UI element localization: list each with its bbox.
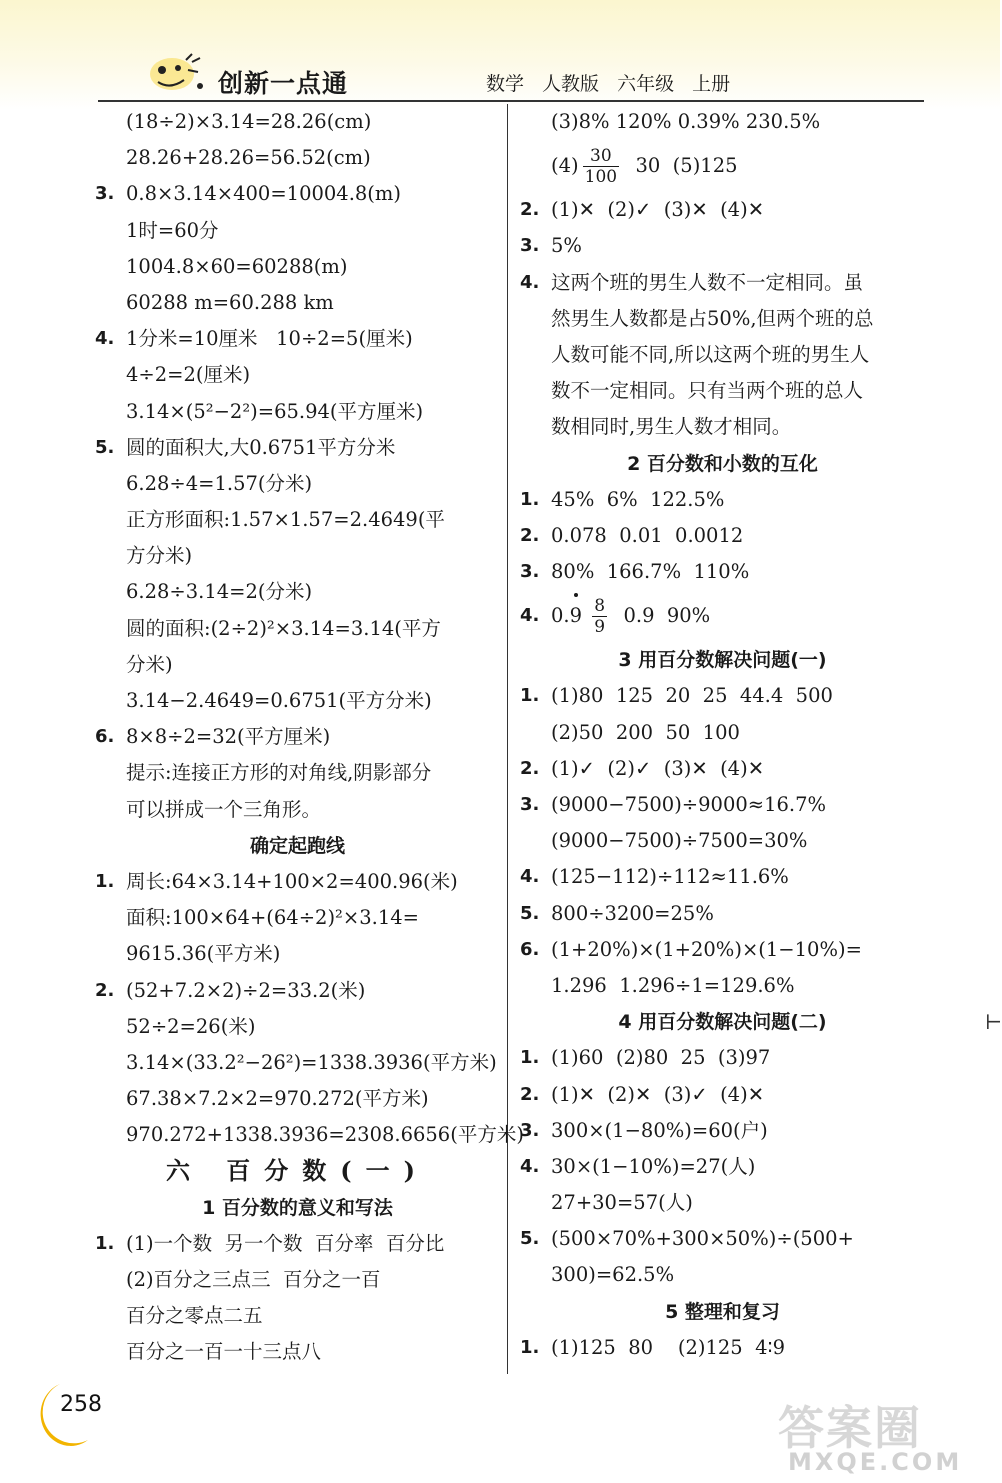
answer-line [520, 104, 925, 140]
book-title: 创新一点通 [218, 69, 349, 98]
answer-line [95, 755, 500, 791]
header-rule [98, 100, 924, 102]
answer-line [95, 285, 500, 321]
answer-text: 正方形面积:1.57×1.57=2.4649(平 [126, 508, 445, 532]
column-divider [507, 104, 508, 1374]
question-number: 6. [95, 726, 115, 748]
section-heading-review: 5 整理和复习 [665, 1300, 780, 1323]
answer-line [520, 482, 925, 518]
answer-line [520, 554, 925, 590]
answer-text: 分米) [126, 652, 173, 676]
answer-line [95, 321, 500, 357]
answer-text: 然男生人数都是占50%,但两个班的总 [551, 306, 874, 330]
answer-line [95, 1117, 524, 1153]
fraction-denominator: 9 [594, 617, 606, 638]
answer-line [520, 373, 925, 409]
answer-text: 67.38×7.2×2=970.272(平方米) [126, 1087, 429, 1111]
answer-text: 4÷2=2(厘米) [126, 363, 251, 387]
answer-line [520, 1221, 925, 1257]
answer-text: 30×(1−10%)=27(人) [551, 1154, 756, 1178]
answer-text: 0.9 90% [611, 604, 711, 628]
answer-text: 9615.36(平方米) [126, 942, 281, 966]
answer-line [95, 1045, 500, 1081]
book-meta: 数学 人教版 六年级 上册 [486, 73, 731, 95]
fraction-numerator: 8 [594, 596, 606, 617]
answer-text: 百分之零点二五 [126, 1304, 263, 1328]
answer-text: (1)✓ (2)✓ (3)✕ (4)✕ [551, 756, 765, 780]
answer-text: 80% 166.7% 110% [551, 560, 750, 584]
answer-text: 方分米) [126, 544, 193, 568]
answer-line [520, 1330, 925, 1366]
answer-line [95, 1009, 500, 1045]
answer-line [520, 301, 925, 337]
answer-line [520, 859, 925, 895]
question-number: 1. [95, 1232, 115, 1254]
answer-line [95, 538, 500, 574]
answer-line [520, 337, 925, 373]
left-column [95, 104, 524, 1371]
answer-text: 300×(1−80%)=60(户) [551, 1118, 768, 1142]
answer-text: 800÷3200=25% [551, 901, 714, 925]
answer-line [95, 213, 500, 249]
answer-text: 面积:100×64+(64÷2)²×3.14= [126, 906, 419, 930]
answer-line [95, 357, 500, 393]
answer-text: 提示:连接正方形的对角线,阴影部分 [126, 761, 432, 785]
question-number: 1. [520, 685, 540, 707]
fraction-denominator: 100 [584, 167, 618, 188]
question-number: 3. [95, 183, 115, 205]
answer-text: (1)一个数 另一个数 百分率 百分比 [126, 1231, 445, 1255]
answer-line [95, 1334, 500, 1370]
question-number: 4. [95, 328, 115, 350]
left-answers-block-2 [95, 864, 524, 1154]
answer-text: (1)80 125 20 25 44.4 500 [551, 684, 833, 708]
question-number: 3. [520, 1119, 540, 1141]
answer-text: (2)50 200 50 100 [551, 720, 740, 744]
answer-text: 6.28÷3.14=2(分米) [126, 580, 313, 604]
answer-line [520, 968, 925, 1004]
fraction [592, 596, 607, 637]
answer-text: 周长:64×3.14+100×2=400.96(米) [126, 869, 458, 893]
answer-line [520, 1257, 925, 1293]
edge-mark: ⊢ [985, 1010, 1002, 1034]
question-number: 3. [520, 235, 540, 257]
question-number: 2. [520, 199, 540, 221]
answer-line-fraction [520, 590, 925, 642]
answer-line [520, 192, 925, 228]
answer-text: 1分米=10厘米 10÷2=5(厘米) [126, 327, 413, 351]
answer-text: (9000−7500)÷7500=30% [551, 829, 808, 853]
answer-text: 0.078 0.01 0.0012 [551, 523, 744, 547]
answer-text: 3.14×(33.2²−26²)=1338.3936(平方米) [126, 1050, 497, 1074]
question-number: 1. [520, 1047, 540, 1069]
answer-line [95, 611, 500, 647]
answer-line [520, 1113, 925, 1149]
question-number: 4. [520, 271, 540, 293]
question-number: 1. [95, 870, 115, 892]
answer-text: 圆的面积大,大0.6751平方分米 [126, 435, 396, 459]
answer-text: 970.272+1338.3936=2308.6656(平方米) [126, 1123, 524, 1147]
question-number: 2. [520, 1083, 540, 1105]
right-answers-block-1 [520, 192, 925, 445]
answer-line [520, 265, 925, 301]
answer-line [95, 1262, 500, 1298]
answer-line [95, 574, 500, 610]
question-number: 4. [520, 605, 540, 627]
right-answers-block-2 [520, 482, 925, 591]
answer-text: 人数可能不同,所以这两个班的男生人 [551, 342, 870, 366]
answer-text: 可以拼成一个三角形。 [126, 797, 322, 821]
answer-line [520, 518, 925, 554]
answer-text: 300)=62.5% [551, 1263, 675, 1287]
watermark-url: MXQE.COM [788, 1448, 963, 1476]
question-number: 1. [520, 488, 540, 510]
question-number: 3. [520, 794, 540, 815]
answer-text: 8×8÷2=32(平方厘米) [126, 725, 331, 749]
question-number: 4. [520, 866, 540, 888]
answer-line [95, 900, 500, 936]
answer-line [95, 936, 500, 972]
answer-line [95, 502, 500, 538]
answer-text: (1)✕ (2)✕ (3)✓ (4)✕ [551, 1082, 765, 1106]
answer-text: 30 (5)125 [623, 154, 738, 178]
answer-text: 27+30=57(人) [551, 1191, 693, 1215]
answer-line [95, 249, 500, 285]
answer-text: 28.26+28.26=56.52(cm) [126, 146, 371, 170]
right-answers-block-4 [520, 1040, 925, 1293]
answer-line [95, 792, 500, 828]
answer-line [95, 864, 500, 900]
answer-text: 5% [551, 234, 582, 258]
question-number: 5. [520, 1228, 540, 1250]
answer-line [95, 1081, 500, 1117]
answer-text: 0.8×3.14×400=10004.8(m) [126, 182, 402, 206]
answer-line [520, 932, 925, 968]
answer-line [520, 678, 925, 714]
fraction-numerator: 30 [583, 146, 619, 167]
answer-line [520, 228, 925, 264]
answer-line [95, 466, 500, 502]
answer-text: (500×70%+300×50%)÷(500+ [551, 1227, 854, 1251]
answer-text: (4) [551, 154, 579, 178]
answer-line [520, 1149, 925, 1185]
answer-text: 圆的面积:(2÷2)²×3.14=3.14(平方 [126, 616, 441, 640]
answer-line [95, 647, 500, 683]
answer-line [520, 823, 925, 859]
answer-line [95, 1298, 500, 1334]
answer-text: (52+7.2×2)÷2=33.2(米) [126, 978, 366, 1002]
answer-line [95, 1226, 500, 1262]
answer-text: (2)百分之三点三 百分之一百 [126, 1268, 381, 1291]
answer-line [95, 683, 500, 719]
section-heading-percent-problems-1: 3 用百分数解决问题(一) [618, 649, 827, 672]
fraction [583, 146, 619, 187]
answer-line [520, 715, 925, 751]
answer-text: (1)60 (2)80 25 (3)97 [551, 1046, 771, 1070]
page-number: 258 [60, 1392, 102, 1417]
answer-text: 6.28÷4=1.57(分米) [126, 471, 313, 495]
answer-text: 数相同时,男生人数才相同。 [551, 415, 792, 439]
answer-text: 0. [551, 604, 570, 628]
answer-text: (18÷2)×3.14=28.26(cm) [126, 110, 372, 133]
answer-line [520, 409, 925, 445]
answer-line [520, 896, 925, 932]
answer-text: (3)8% 120% 0.39% 230.5% [551, 110, 821, 133]
answer-text: 1.296 1.296÷1=129.6% [551, 973, 795, 997]
answer-text: 1时=60分 [126, 218, 219, 242]
question-number: 2. [520, 524, 540, 546]
answer-line [520, 751, 925, 787]
question-number: 5. [95, 436, 115, 458]
watermark-logo [740, 1388, 1000, 1483]
question-number: 3. [520, 561, 540, 583]
answer-text: 这两个班的男生人数不一定相同。虽 [551, 270, 864, 294]
question-number: 4. [520, 1155, 540, 1177]
answer-line [520, 1040, 925, 1076]
answer-line [95, 104, 500, 140]
question-number: 1. [520, 1336, 540, 1358]
answer-text: (9000−7500)÷9000≈16.7% [551, 793, 827, 816]
question-number: 2. [95, 979, 115, 1001]
question-number: 5. [520, 902, 540, 924]
section-heading-percent-decimal: 2 百分数和小数的互化 [627, 452, 818, 475]
answer-line [520, 787, 925, 823]
answer-text: (125−112)÷112≈11.6% [551, 865, 789, 889]
answer-line [520, 1077, 925, 1113]
left-answers-block-1 [95, 104, 500, 828]
repeating-digit: 9 [570, 590, 582, 642]
answer-text: 百分之一百一十三点八 [126, 1340, 322, 1364]
mascot-logo-icon [148, 48, 210, 94]
right-column [520, 104, 925, 1366]
left-answers-block-3 [95, 1226, 500, 1371]
right-answers-block-5 [520, 1330, 925, 1366]
answer-text: 52÷2=26(米) [126, 1014, 256, 1038]
answer-text: 数不一定相同。只有当两个班的总人 [551, 379, 864, 403]
answer-text: (1+20%)×(1+20%)×(1−10%)= [551, 937, 862, 961]
answer-line [95, 430, 500, 466]
watermark-text: 答案圈 [778, 1401, 922, 1455]
answer-line [95, 176, 500, 212]
answer-line [95, 140, 500, 176]
answer-line [95, 719, 500, 755]
answer-line-fraction [520, 140, 925, 192]
question-number: 6. [520, 938, 540, 960]
answer-text: (1)✕ (2)✓ (3)✕ (4)✕ [551, 198, 765, 222]
answer-line [95, 394, 500, 430]
section-heading-start-line: 确定起跑线 [249, 834, 345, 857]
answer-line [95, 973, 500, 1009]
answer-text: (1)125 80 (2)125 4∶9 [551, 1335, 785, 1359]
right-answers-block-3 [520, 678, 925, 1004]
answer-text: 45% 6% 122.5% [551, 487, 725, 511]
answer-text: 60288 m=60.288 km [126, 290, 334, 314]
chapter-title: 六 百分数(一) [165, 1156, 430, 1186]
page-header [0, 0, 1000, 110]
answer-line [520, 1185, 925, 1221]
section-heading-percent-meaning: 1 百分数的意义和写法 [202, 1196, 393, 1219]
answer-text: 3.14×(5²−2²)=65.94(平方厘米) [126, 399, 424, 423]
section-heading-percent-problems-2: 4 用百分数解决问题(二) [618, 1011, 827, 1034]
question-number: 2. [520, 757, 540, 779]
answer-text: 3.14−2.4649=0.6751(平方分米) [126, 689, 432, 712]
answer-text: 1004.8×60=60288(m) [126, 254, 348, 278]
